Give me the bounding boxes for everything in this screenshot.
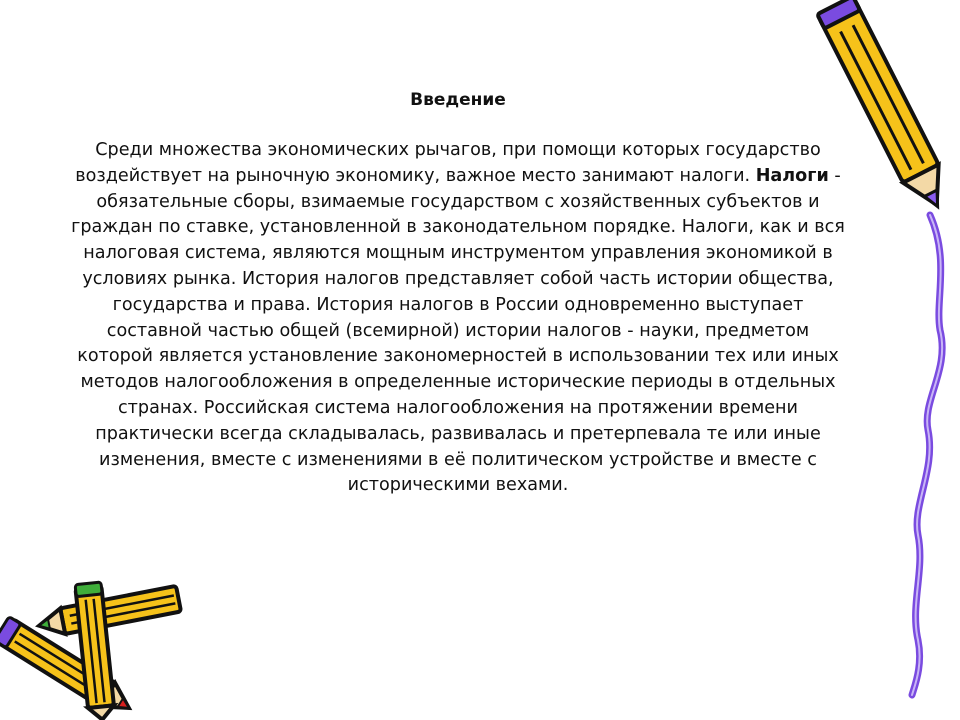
slide-title: Введение (410, 90, 506, 110)
body-text-intro: Среди множества экономических рычагов, при помощи которых государство воздействует на рыночную экономику, важное место занимают налоги. (75, 140, 821, 186)
slide-body-text (70, 138, 846, 499)
pencil-with-purple-ribbon-icon (800, 0, 960, 700)
green-tip-pencil (37, 586, 181, 639)
body-text-main: - обязательные сборы, взимаемые государством с хозяйственных субъектов и граждан по ставке, установленной в законодательном порядке. Налоги, как и вся налоговая система, являются мощным инструментом управления экономикой в условиях рынка. История налогов представляет собой часть истории общества, государства и права. История налогов в России одновременно выступает составной частью общей (всемирной) истории налогов - науки, предметом которой является установление закономерностей в использовании тех или иных методов налогообложения в определенные исторические периоды в отдельных странах. Российская система налогообложения на протяжении времени практически всегда складывалась, развивалась и претерпевала те или иные изменения, вместе с изменениями в её политическом устройстве и вместе с историческими вехами. (71, 165, 845, 496)
two-crossed-pencils-icon (0, 575, 200, 720)
body-text-term: Налоги (755, 165, 829, 186)
right-pencil-body (817, 0, 955, 216)
